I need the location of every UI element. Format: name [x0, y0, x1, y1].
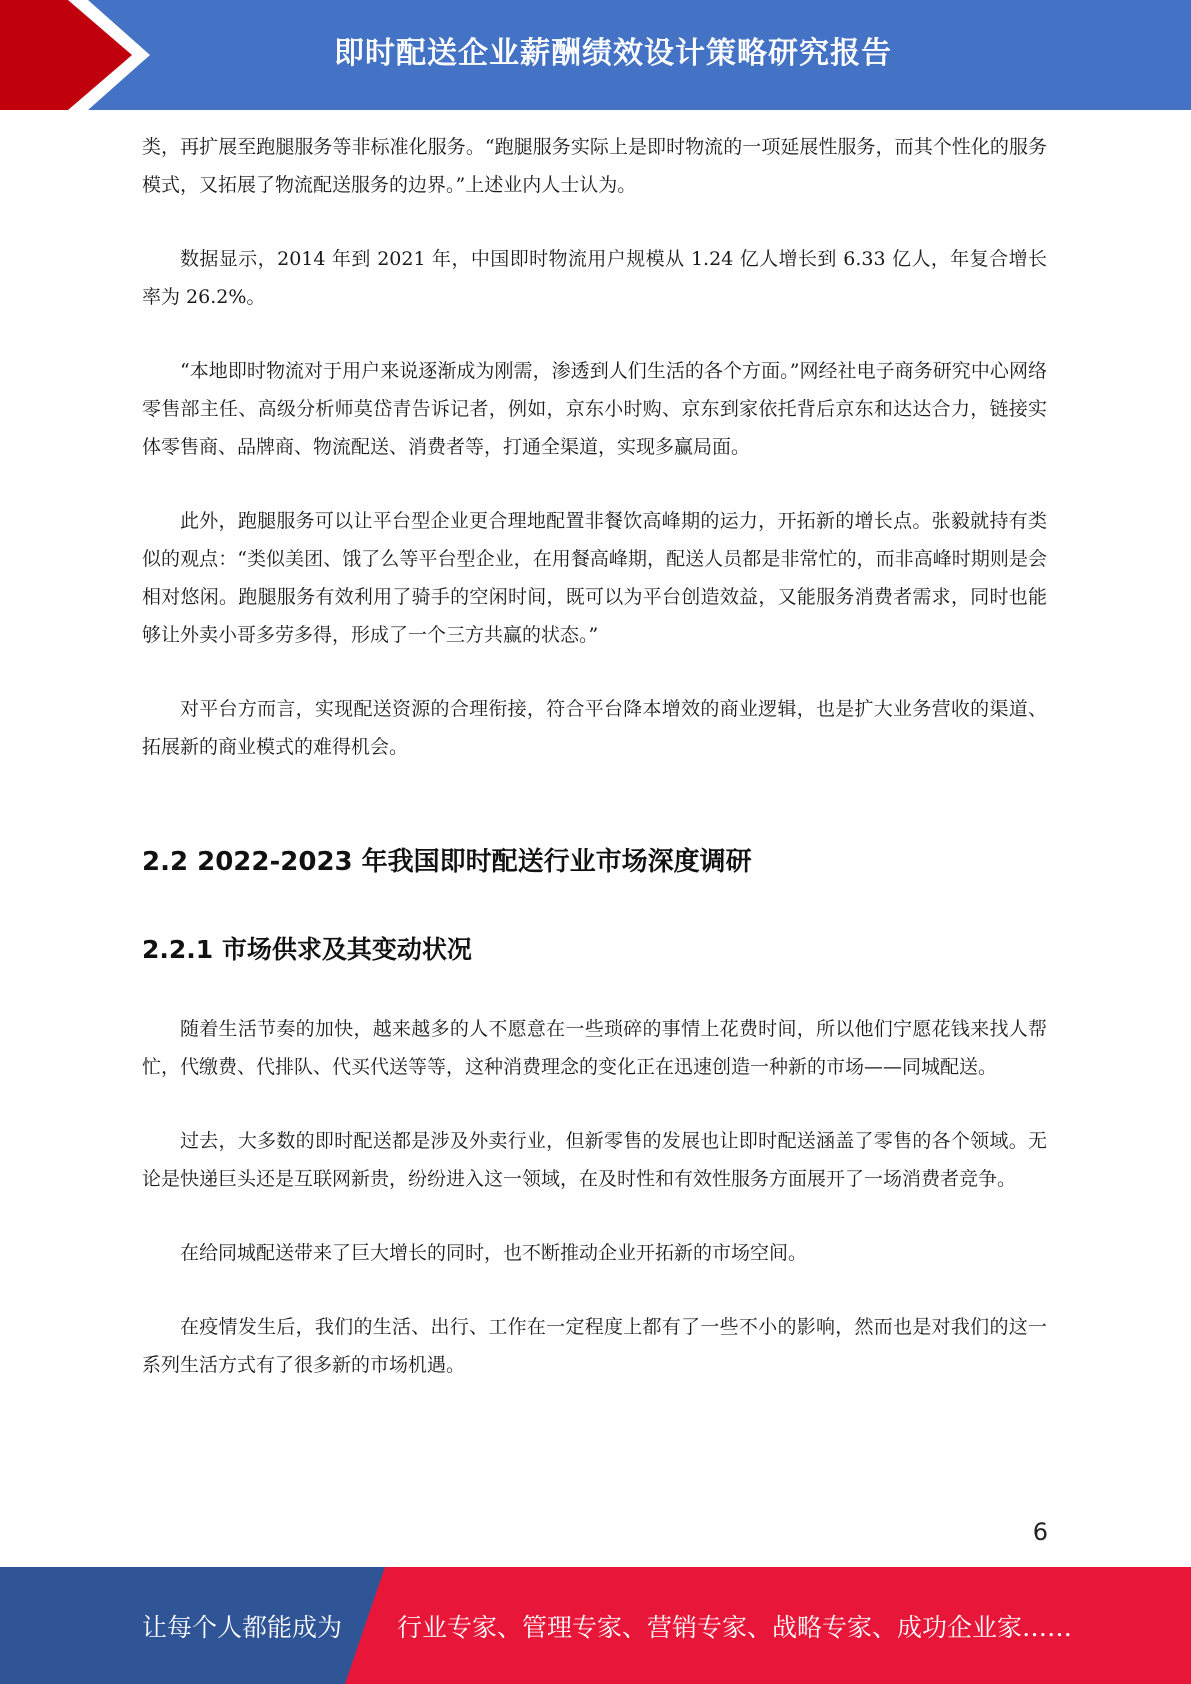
- footer-slogan-right: 行业专家、管理专家、营销专家、战略专家、成功企业家……: [397, 1612, 1073, 1642]
- paragraph: 此外，跑腿服务可以让平台型企业更合理地配置非餐饮高峰期的运力，开拓新的增长点。张毅就持有类似的观点：“类似美团、饿了么等平台型企业，在用餐高峰期，配送人员都是非常忙的，而非高峰时期则是会相对悠闲。跑腿服务有效利用了骑手的空闲时间，既可以为平台创造效益，又能服务消费者需求，同时也能够让外卖小哥多劳多得，形成了一个三方共赢的状态。”: [142, 510, 1047, 646]
- subsection-heading: 2.2.1 市场供求及其变动状况: [142, 935, 472, 964]
- paragraph: 类，再扩展至跑腿服务等非标准化服务。“跑腿服务实际上是即时物流的一项延展性服务，而其个性化的服务模式，又拓展了物流配送服务的边界。”上述业内人士认为。: [142, 136, 1047, 196]
- footer-slogan-left: 让每个人都能成为: [142, 1612, 343, 1642]
- page-content: [142, 128, 1047, 1384]
- section-heading: 2.2 2022-2023 年我国即时配送行业市场深度调研: [142, 847, 752, 877]
- page-footer: [0, 1567, 1191, 1684]
- paragraph: “本地即时物流对于用户来说逐渐成为刚需，渗透到人们生活的各个方面。”网经社电子商务研究中心网络零售部主任、高级分析师莫岱青告诉记者，例如，京东小时购、京东到家依托背后京东和达达合力，链接实体零售商、品牌商、物流配送、消费者等，打通全渠道，实现多赢局面。: [142, 360, 1047, 458]
- paragraph: 随着生活节奏的加快，越来越多的人不愿意在一些琐碎的事情上花费时间，所以他们宁愿花钱来找人帮忙，代缴费、代排队、代买代送等等，这种消费理念的变化正在迅速创造一种新的市场——同城配送。: [142, 1018, 1047, 1078]
- report-title: 即时配送企业薪酬绩效设计策略研究报告: [334, 36, 892, 71]
- paragraph: 数据显示，2014 年到 2021 年，中国即时物流用户规模从 1.24 亿人增长到 6.33 亿人，年复合增长率为 26.2%。: [142, 248, 1047, 308]
- page-number: 6: [1032, 1518, 1048, 1546]
- paragraph: 在给同城配送带来了巨大增长的同时，也不断推动企业开拓新的市场空间。: [180, 1242, 808, 1264]
- paragraph: 对平台方而言，实现配送资源的合理衔接，符合平台降本增效的商业逻辑，也是扩大业务营收的渠道、拓展新的商业模式的难得机会。: [142, 698, 1047, 758]
- page-header: [0, 0, 1191, 110]
- paragraph: 在疫情发生后，我们的生活、出行、工作在一定程度上都有了一些不小的影响，然而也是对我们的这一系列生活方式有了很多新的市场机遇。: [142, 1316, 1047, 1376]
- paragraph: 过去，大多数的即时配送都是涉及外卖行业，但新零售的发展也让即时配送涵盖了零售的各个领域。无论是快递巨头还是互联网新贵，纷纷进入这一领域，在及时性和有效性服务方面展开了一场消费者竞争。: [142, 1130, 1047, 1190]
